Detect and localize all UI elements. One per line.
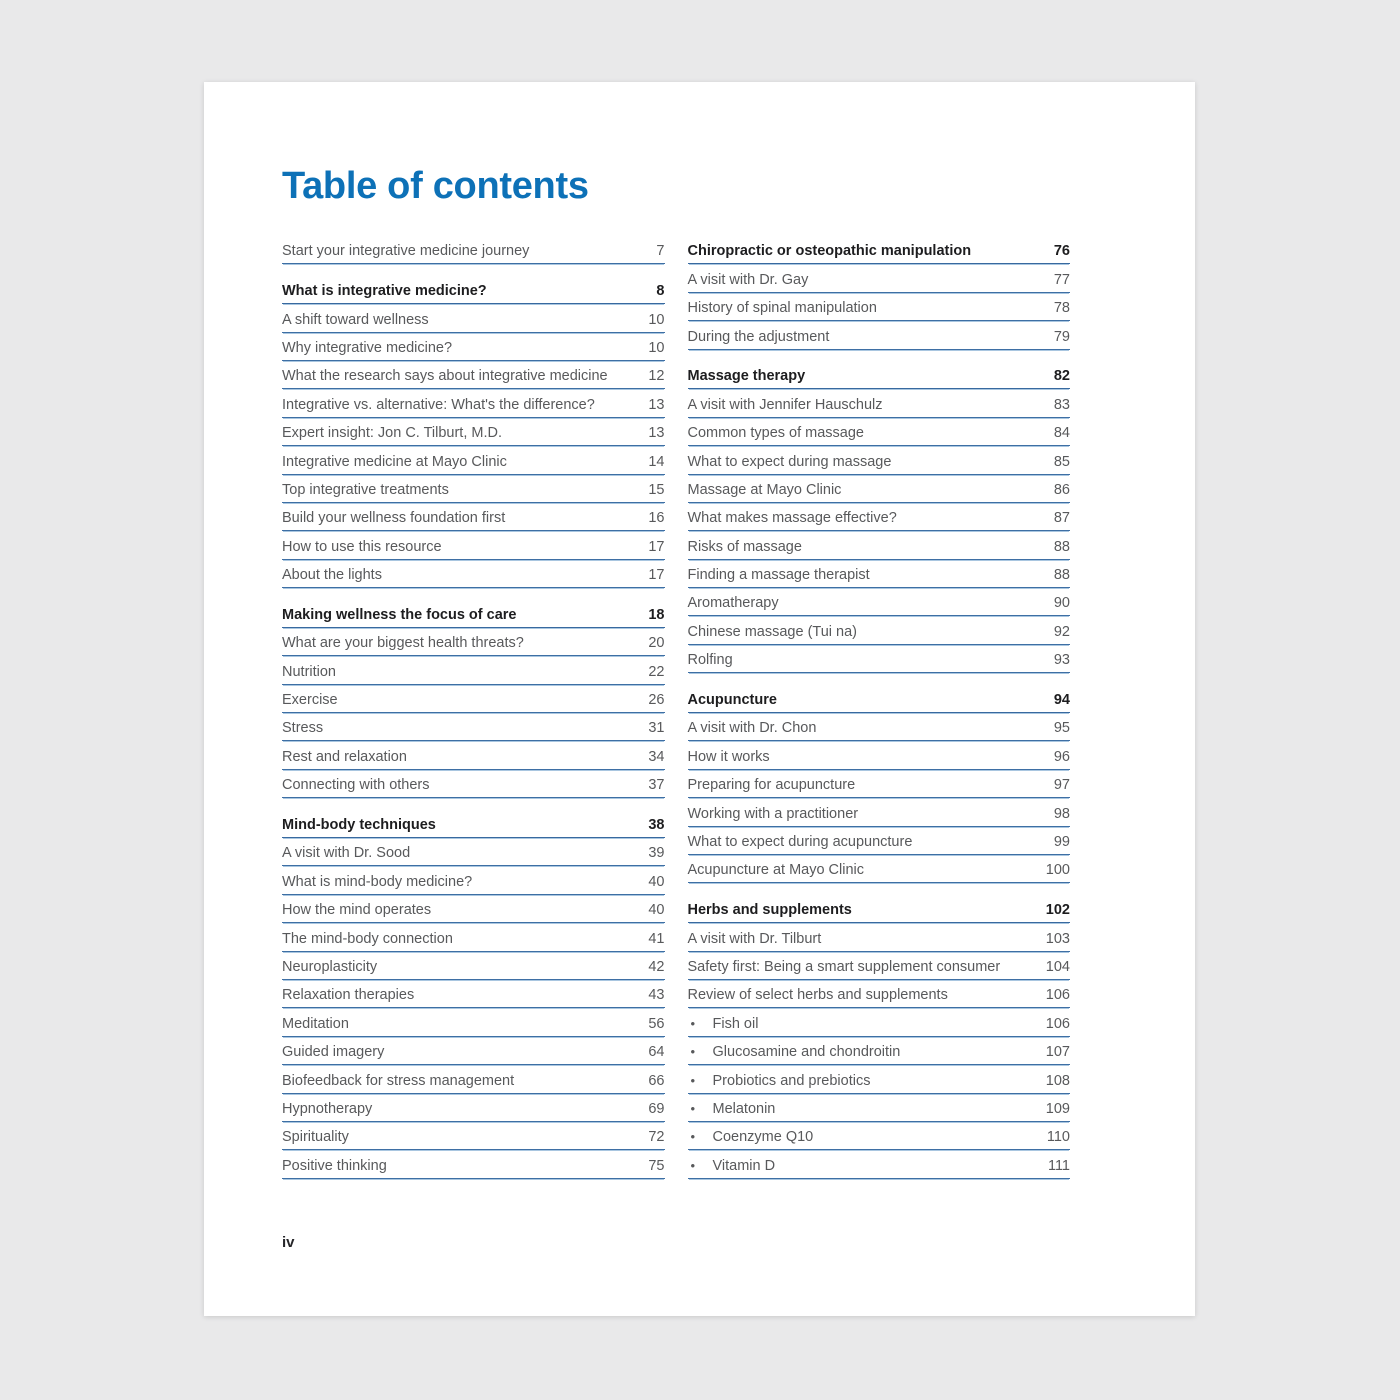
toc-section bbox=[688, 895, 1071, 1179]
toc-entry-label: Integrative medicine at Mayo Clinic bbox=[282, 453, 507, 470]
toc-entry-label: What makes massage effective? bbox=[687, 510, 897, 527]
toc-entry-label: Preparing for acupuncture bbox=[687, 777, 856, 794]
toc-page-number: 92 bbox=[1053, 623, 1070, 640]
toc-entry-label: Stress bbox=[282, 720, 324, 737]
toc-entry-label: Rest and relaxation bbox=[282, 748, 407, 765]
toc-entry bbox=[688, 264, 1071, 292]
toc-entry bbox=[282, 446, 665, 474]
toc-entry bbox=[282, 838, 665, 866]
toc-entry-label: Integrative vs. alternative: What's the difference? bbox=[282, 396, 595, 413]
toc-page-number: 10 bbox=[648, 339, 665, 356]
toc-entry bbox=[282, 980, 665, 1008]
toc-entry bbox=[688, 1122, 1071, 1150]
toc-entry-label: Build your wellness foundation first bbox=[282, 510, 506, 527]
toc-entry-label: A visit with Jennifer Hauschulz bbox=[687, 396, 883, 413]
toc-entry-label: A visit with Dr. Tilburt bbox=[687, 930, 822, 947]
toc-entry-label: What to expect during acupuncture bbox=[687, 833, 913, 850]
toc-section bbox=[282, 599, 665, 798]
toc-column-2 bbox=[688, 236, 1071, 1179]
toc-entry bbox=[282, 333, 665, 361]
toc-entry bbox=[688, 798, 1071, 826]
toc-page-number: 13 bbox=[648, 425, 665, 442]
toc-page-number: 94 bbox=[1053, 692, 1070, 709]
toc-entry bbox=[282, 560, 665, 588]
toc-page-number: 75 bbox=[648, 1157, 665, 1174]
toc-page-number: 12 bbox=[648, 368, 665, 385]
toc-page-number: 111 bbox=[1047, 1157, 1070, 1174]
toc-entry-label: Connecting with others bbox=[282, 777, 430, 794]
toc-entry-label bbox=[688, 1101, 776, 1117]
bullet-icon: • bbox=[690, 1015, 696, 1031]
toc-entry-label: Aromatherapy bbox=[687, 595, 779, 612]
toc-page-number: 104 bbox=[1045, 958, 1070, 975]
toc-section-header-label: Chiropractic or osteopathic manipulation bbox=[687, 243, 972, 260]
toc-entry-label: Acupuncture at Mayo Clinic bbox=[687, 862, 864, 879]
toc-entry bbox=[282, 713, 665, 741]
toc-section-header bbox=[282, 599, 665, 627]
toc-entry bbox=[282, 685, 665, 713]
toc-entry-label: How it works bbox=[687, 748, 770, 765]
toc-entry-label: Neuroplasticity bbox=[282, 958, 378, 975]
toc-section-header-label: Making wellness the focus of care bbox=[282, 606, 517, 623]
toc-entry-label: About the lights bbox=[282, 567, 382, 584]
toc-entry-label: Expert insight: Jon C. Tilburt, M.D. bbox=[282, 425, 502, 442]
toc-entry bbox=[688, 1094, 1071, 1122]
toc-page-number: 95 bbox=[1053, 720, 1070, 737]
toc-entry-label: Top integrative treatments bbox=[282, 481, 449, 498]
toc-entry bbox=[282, 389, 665, 417]
toc-entry-label: Why integrative medicine? bbox=[282, 339, 453, 356]
toc-page-number: 26 bbox=[648, 692, 665, 709]
toc-entry-label: Spirituality bbox=[282, 1129, 349, 1146]
toc-entry-label: Biofeedback for stress management bbox=[282, 1072, 515, 1089]
toc-entry-label: History of spinal manipulation bbox=[687, 300, 877, 317]
toc-entry bbox=[688, 531, 1071, 559]
toc-page-number: 17 bbox=[648, 538, 665, 555]
toc-page-number: 34 bbox=[648, 748, 665, 765]
toc-entry bbox=[688, 923, 1071, 951]
toc-entry bbox=[282, 236, 665, 264]
toc-entry bbox=[688, 446, 1071, 474]
toc-page-number: 106 bbox=[1045, 1015, 1070, 1032]
toc-entry-label: Review of select herbs and supplements bbox=[687, 987, 948, 1004]
toc-page-number: 84 bbox=[1053, 425, 1070, 442]
toc-entry bbox=[688, 293, 1071, 321]
toc-section-header-label: Herbs and supplements bbox=[687, 902, 852, 919]
toc-entry bbox=[688, 770, 1071, 798]
toc-entry bbox=[282, 656, 665, 684]
toc-page-number: 96 bbox=[1053, 748, 1070, 765]
toc-entry-label: Meditation bbox=[282, 1015, 349, 1032]
bullet-icon: • bbox=[690, 1044, 696, 1060]
toc-page-number: 103 bbox=[1045, 930, 1070, 947]
toc-entry bbox=[688, 980, 1071, 1008]
toc-entry-label: Guided imagery bbox=[282, 1044, 385, 1061]
toc-page-number: 79 bbox=[1053, 328, 1070, 345]
toc-entry bbox=[282, 1122, 665, 1150]
toc-page-number: 17 bbox=[648, 567, 665, 584]
toc-page-number: 7 bbox=[656, 243, 665, 260]
toc-entry bbox=[282, 531, 665, 559]
toc-section-header-label: Massage therapy bbox=[687, 368, 806, 385]
toc-entry bbox=[282, 503, 665, 531]
toc-entry-label: Rolfing bbox=[687, 652, 733, 669]
toc-page-number: 93 bbox=[1053, 652, 1070, 669]
toc-entry bbox=[282, 952, 665, 980]
toc-page-number: 110 bbox=[1046, 1129, 1070, 1146]
toc-entry-label: Massage at Mayo Clinic bbox=[687, 481, 842, 498]
toc-entry-label: A visit with Dr. Chon bbox=[687, 720, 817, 737]
toc-column-1 bbox=[282, 236, 665, 1179]
toc-entry-label bbox=[688, 1129, 814, 1145]
toc-entry bbox=[282, 741, 665, 769]
toc-page-number: 69 bbox=[648, 1100, 665, 1117]
toc-entry bbox=[282, 1008, 665, 1036]
toc-entry-label bbox=[688, 1044, 901, 1060]
toc-page-number: 108 bbox=[1045, 1072, 1070, 1089]
toc-page-number: 76 bbox=[1053, 243, 1070, 260]
bullet-icon: • bbox=[690, 1072, 696, 1088]
toc-page-number: 43 bbox=[648, 987, 665, 1004]
book-page bbox=[204, 82, 1195, 1316]
toc-entry-label: Nutrition bbox=[282, 663, 336, 680]
toc-entry-label: Risks of massage bbox=[687, 538, 802, 555]
toc-entry-label: Chinese massage (Tui na) bbox=[687, 623, 858, 640]
toc-columns bbox=[282, 236, 1070, 1179]
toc-section-header-label: Acupuncture bbox=[687, 692, 777, 709]
toc-entry bbox=[688, 503, 1071, 531]
bullet-icon: • bbox=[690, 1129, 696, 1145]
toc-entry bbox=[282, 1037, 665, 1065]
toc-section bbox=[688, 685, 1071, 884]
toc-page-number: 8 bbox=[656, 283, 665, 300]
toc-page-number: 41 bbox=[648, 930, 665, 947]
toc-entry-text: Probiotics and prebiotics bbox=[712, 1072, 871, 1089]
toc-entry bbox=[688, 475, 1071, 503]
bullet-icon: • bbox=[690, 1157, 696, 1173]
toc-section-header bbox=[688, 685, 1071, 713]
toc-page-number: 37 bbox=[648, 777, 665, 794]
toc-entry bbox=[282, 304, 665, 332]
toc-page-number: 31 bbox=[648, 720, 665, 737]
toc-entry bbox=[688, 645, 1071, 673]
toc-section bbox=[688, 236, 1071, 350]
page-title: Table of contents bbox=[282, 165, 589, 207]
toc-page-number: 10 bbox=[648, 311, 665, 328]
toc-entry bbox=[282, 361, 665, 389]
toc-page-number: 107 bbox=[1045, 1044, 1070, 1061]
toc-entry-text: Melatonin bbox=[712, 1100, 776, 1117]
toc-section-header bbox=[688, 236, 1071, 264]
toc-page-number: 66 bbox=[648, 1072, 665, 1089]
toc-page-number: 40 bbox=[648, 873, 665, 890]
toc-section-header bbox=[282, 810, 665, 838]
toc-entry bbox=[688, 389, 1071, 417]
toc-section-header bbox=[688, 361, 1071, 389]
toc-entry-label: A visit with Dr. Gay bbox=[687, 271, 809, 288]
toc-entry-label: What is mind-body medicine? bbox=[282, 873, 473, 890]
toc-entry bbox=[282, 895, 665, 923]
toc-entry bbox=[282, 770, 665, 798]
toc-entry-text: Vitamin D bbox=[712, 1157, 776, 1174]
toc-page-number: 82 bbox=[1053, 368, 1070, 385]
toc-entry-label: How to use this resource bbox=[282, 538, 442, 555]
bullet-icon: • bbox=[690, 1100, 696, 1116]
toc-entry bbox=[282, 1065, 665, 1093]
toc-page-number: 99 bbox=[1053, 833, 1070, 850]
toc-entry bbox=[282, 1094, 665, 1122]
toc-entry bbox=[282, 418, 665, 446]
toc-page-number: 22 bbox=[648, 663, 665, 680]
toc-page-number: 77 bbox=[1053, 271, 1070, 288]
toc-entry bbox=[688, 418, 1071, 446]
toc-page-number: 40 bbox=[648, 902, 665, 919]
toc-entry bbox=[688, 1065, 1071, 1093]
toc-entry bbox=[688, 952, 1071, 980]
toc-page-number: 42 bbox=[648, 958, 665, 975]
toc-entry-label: How the mind operates bbox=[282, 902, 432, 919]
toc-page-number: 39 bbox=[648, 845, 665, 862]
toc-section bbox=[282, 810, 665, 1179]
toc-page-number: 102 bbox=[1045, 902, 1070, 919]
toc-section bbox=[688, 361, 1071, 673]
toc-entry-label bbox=[688, 1158, 776, 1174]
toc-page-number: 16 bbox=[648, 510, 665, 527]
toc-entry-label: During the adjustment bbox=[687, 328, 830, 345]
toc-page-number: 106 bbox=[1045, 987, 1070, 1004]
toc-entry-text: Fish oil bbox=[712, 1015, 759, 1032]
toc-page-number: 78 bbox=[1053, 300, 1070, 317]
toc-page-number: 38 bbox=[648, 816, 665, 833]
toc-section-header bbox=[688, 895, 1071, 923]
toc-entry-label bbox=[688, 1073, 871, 1089]
toc-section bbox=[282, 236, 665, 264]
toc-entry bbox=[282, 628, 665, 656]
toc-page-number: 13 bbox=[648, 396, 665, 413]
toc-page-number: 97 bbox=[1053, 777, 1070, 794]
folio-page-number: iv bbox=[282, 1234, 295, 1251]
toc-entry-label bbox=[688, 1016, 759, 1032]
toc-entry-label: A visit with Dr. Sood bbox=[282, 845, 411, 862]
toc-page-number: 18 bbox=[648, 606, 665, 623]
toc-entry bbox=[688, 1150, 1071, 1178]
toc-page-number: 88 bbox=[1053, 538, 1070, 555]
toc-entry bbox=[688, 616, 1071, 644]
toc-entry-label: Working with a practitioner bbox=[687, 805, 859, 822]
toc-entry-label: Start your integrative medicine journey bbox=[282, 243, 530, 260]
toc-entry-label: What the research says about integrative medicine bbox=[282, 368, 608, 385]
toc-section bbox=[282, 276, 665, 588]
toc-entry bbox=[688, 713, 1071, 741]
toc-page-number: 85 bbox=[1053, 453, 1070, 470]
toc-entry bbox=[688, 741, 1071, 769]
toc-entry-text: Glucosamine and chondroitin bbox=[712, 1044, 901, 1061]
toc-entry bbox=[688, 588, 1071, 616]
toc-page-number: 87 bbox=[1053, 510, 1070, 527]
toc-entry bbox=[282, 866, 665, 894]
toc-section-header-label: Mind-body techniques bbox=[282, 816, 436, 833]
toc-entry-label: Positive thinking bbox=[282, 1157, 387, 1174]
toc-entry-label: Finding a massage therapist bbox=[687, 567, 870, 584]
toc-page-number: 109 bbox=[1045, 1100, 1070, 1117]
toc-page-number: 15 bbox=[648, 481, 665, 498]
toc-page-number: 100 bbox=[1045, 862, 1070, 879]
toc-page-number: 83 bbox=[1053, 396, 1070, 413]
toc-page-number: 20 bbox=[648, 635, 665, 652]
toc-page-number: 88 bbox=[1053, 567, 1070, 584]
toc-page-number: 98 bbox=[1053, 805, 1070, 822]
toc-entry-label: What to expect during massage bbox=[687, 453, 892, 470]
toc-entry bbox=[282, 923, 665, 951]
toc-section-header-label: What is integrative medicine? bbox=[282, 283, 487, 300]
toc-page-number: 14 bbox=[648, 453, 665, 470]
toc-entry bbox=[688, 1008, 1071, 1036]
toc-page-number: 72 bbox=[648, 1129, 665, 1146]
toc-entry-label: The mind-body connection bbox=[282, 930, 453, 947]
toc-entry bbox=[688, 827, 1071, 855]
toc-entry-label: Common types of massage bbox=[687, 425, 864, 442]
toc-entry bbox=[688, 321, 1071, 349]
toc-entry bbox=[688, 1037, 1071, 1065]
page-content bbox=[204, 82, 1195, 1179]
toc-entry bbox=[688, 560, 1071, 588]
toc-entry-label: Hypnotherapy bbox=[282, 1100, 373, 1117]
toc-entry-label: What are your biggest health threats? bbox=[282, 635, 524, 652]
toc-entry-label: Safety first: Being a smart supplement consumer bbox=[687, 958, 1001, 975]
toc-entry-label: Relaxation therapies bbox=[282, 987, 415, 1004]
toc-page-number: 90 bbox=[1053, 595, 1070, 612]
toc-page-number: 86 bbox=[1053, 481, 1070, 498]
toc-page-number: 56 bbox=[648, 1015, 665, 1032]
toc-section-header bbox=[282, 276, 665, 304]
toc-entry bbox=[282, 475, 665, 503]
toc-entry bbox=[688, 855, 1071, 883]
toc-entry-label: A shift toward wellness bbox=[282, 311, 429, 328]
toc-entry-label: Exercise bbox=[282, 692, 338, 709]
toc-page-number: 64 bbox=[648, 1044, 665, 1061]
toc-entry bbox=[282, 1150, 665, 1178]
toc-entry-text: Coenzyme Q10 bbox=[712, 1129, 814, 1146]
